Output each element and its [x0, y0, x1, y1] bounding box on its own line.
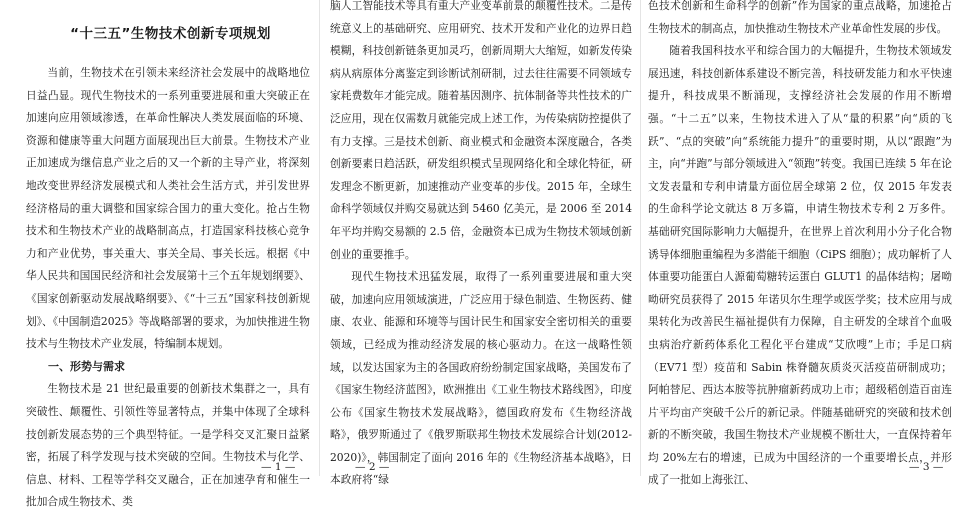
paragraph: 随着我国科技水平和综合国力的大幅提升，生物技术领域发展迅速，科技创新体系建设不断完善，科技研发能力和水平快速提升，科技成果不断涌现，支撑经济社会发展的作用不断增强。“十二五”以来，生物技术进入了从“量的积累”向“质的飞跃”、“点的突破”向“系统能力提升”的重要时期，从以“跟跑”为主，向“并跑”与部分领域进入“领跑”转变。我国已连续 5 年在论文发表量和专利申请量方面位居全球第 2 位，仅 2015 年发表的生命科学论文就达 8 万多篇，申请生物技术专利 2 万多件。基础研究国际影响力大幅提升，在世界上首次利用小分子化合物诱导体细胞重编程为多潜能干细胞（CiPS 细胞）；成功解析了人体重要功能蛋白人源葡萄糖转运蛋白 GLUT1 的晶体结构；屠呦呦研究员获得了 2015 年诺贝尔生理学或医学奖；技术应用与成果转化为改善民生福祉提供有力保障，自主研发的全球首个血吸虫病治疗新药体系化工程化平台建成“艾欣嗖”上市；手足口病（EV71 型）疫苗和 Sabin 株脊髓灰质炎灭活疫苗研制成功；阿帕替尼、西达本胺等抗肿瘤新药成功上市；超级稻创造百亩连片平均亩产突破千公斤的新记录。伴随基础研究的突破和技术创新的不断突破，我国生物技术产业规模不断壮大，一直保持着年均 20%左右的增速，已成为中国经济的一个重要增长点，并形成了一批如上海张江、 [648, 44, 952, 487]
paragraph: 脑人工智能技术等具有重大产业变革前景的颠覆性技术。二是传统意义上的基础研究、应用研究、技术开发和产业化的边界日趋模糊，科技创新链条更加灵巧，创新周期大大缩短，如新发传染病从病原体分离鉴定到诊断试剂研制，过去往往需要不同领域专家耗费数年才能完成。随着基因测序、抗体制备等共性技术的广泛应用，现在仅需数月就能完成上述工作，为传染病防控提供了有力支撑。三是技术创新、商业模式和金融资本深度融合，各类创新要素日趋活跃，研发组织模式呈现网络化和全球化特征，研发理念不断更新，加速推动产业变革的步伐。2015 年，全球生命科学领域仅并购交易就达到 5460 亿美元，是 2006 至 2014 年平均并购交易额的 2.5 倍，金融资本已成为生物技术领域创新创业的重要推手。 [330, 0, 632, 261]
section-heading: 一、形势与需求 [48, 359, 125, 373]
page-number: — 1 — [261, 461, 296, 473]
page-number: — 3 — [909, 461, 944, 473]
page-3 [640, 0, 959, 487]
paragraph: 色技术创新和生命科学的创新”作为国家的重点战略，加速抢占生物技术的制高点，加快推动生物技术产业革命性发展的步伐。 [648, 0, 952, 35]
page-1-body [26, 62, 310, 514]
page-2 [319, 0, 640, 487]
page-3-body [648, 0, 952, 492]
page-1 [0, 0, 319, 509]
page-number: — 2 — [355, 461, 390, 473]
intro-paragraph: 当前，生物技术在引领未来经济社会发展中的战略地位日益凸显。现代生物技术的一系列重要进展和重大突破正在加速向应用领域渗透，在革命性解决人类发展面临的环境、资源和健康等重大问题方面展现出巨大前景。生物技术产业正加速成为继信息产业之后的又一个新的主导产业，将深刻地改变世界经济发展模式和人类社会生活方式，并引发世界经济格局的重大调整和国家综合国力的重大变化。抢占生物技术和生物技术产业的战略制高点，打造国家科技核心竞争力和产业优势，事关重大、事关全局、事关长远。根据《中华人民共和国国民经济和社会发展第十三个五年规划纲要》、《国家创新驱动发展战略纲要》、《“十三五”国家科技创新规划》、《中国制造2025》等战略部署的要求，为加快推进生物技术与生物技术产业发展，特编制本规划。 [26, 66, 310, 351]
page-2-body [330, 0, 632, 492]
section-paragraph: 生物技术是 21 世纪最重要的创新技术集群之一，具有突破性、颠覆性、引领性等显著特点，并集中体现了全球科技创新发展态势的三个典型特征。一是学科交叉汇聚日益紧密，拓展了科学发现与技术突破的空间。生物技术与化学、信息、材料、工程等学科交叉融合，正在加速孕育和催生一批加合成生物技术、类 [26, 382, 310, 509]
document-title: “十三五”生物技术创新专项规划 [70, 26, 271, 42]
paragraph: 现代生物技术迅猛发展，取得了一系列重要进展和重大突破，加速向应用领域演进，广泛应用于绿色制造、生物医药、健康、农业、能源和环境等与国计民生和国家安全密切相关的重要领域，已经成为推动经济发展的核心驱动力。在这一战略性领域，以发达国家为主的各国政府纷纷制定国家战略，美国发布了《国家生物经济蓝图》，欧洲推出《工业生物技术路线图》，印度公布《国家生物技术发展战略》，德国政府发布《生物经济战略》，俄罗斯通过了《俄罗斯联邦生物技术发展综合计划(2012-2020)》，韩国制定了面向 2016 年的《生物经济基本战略》，日本政府将“绿 [330, 270, 632, 487]
